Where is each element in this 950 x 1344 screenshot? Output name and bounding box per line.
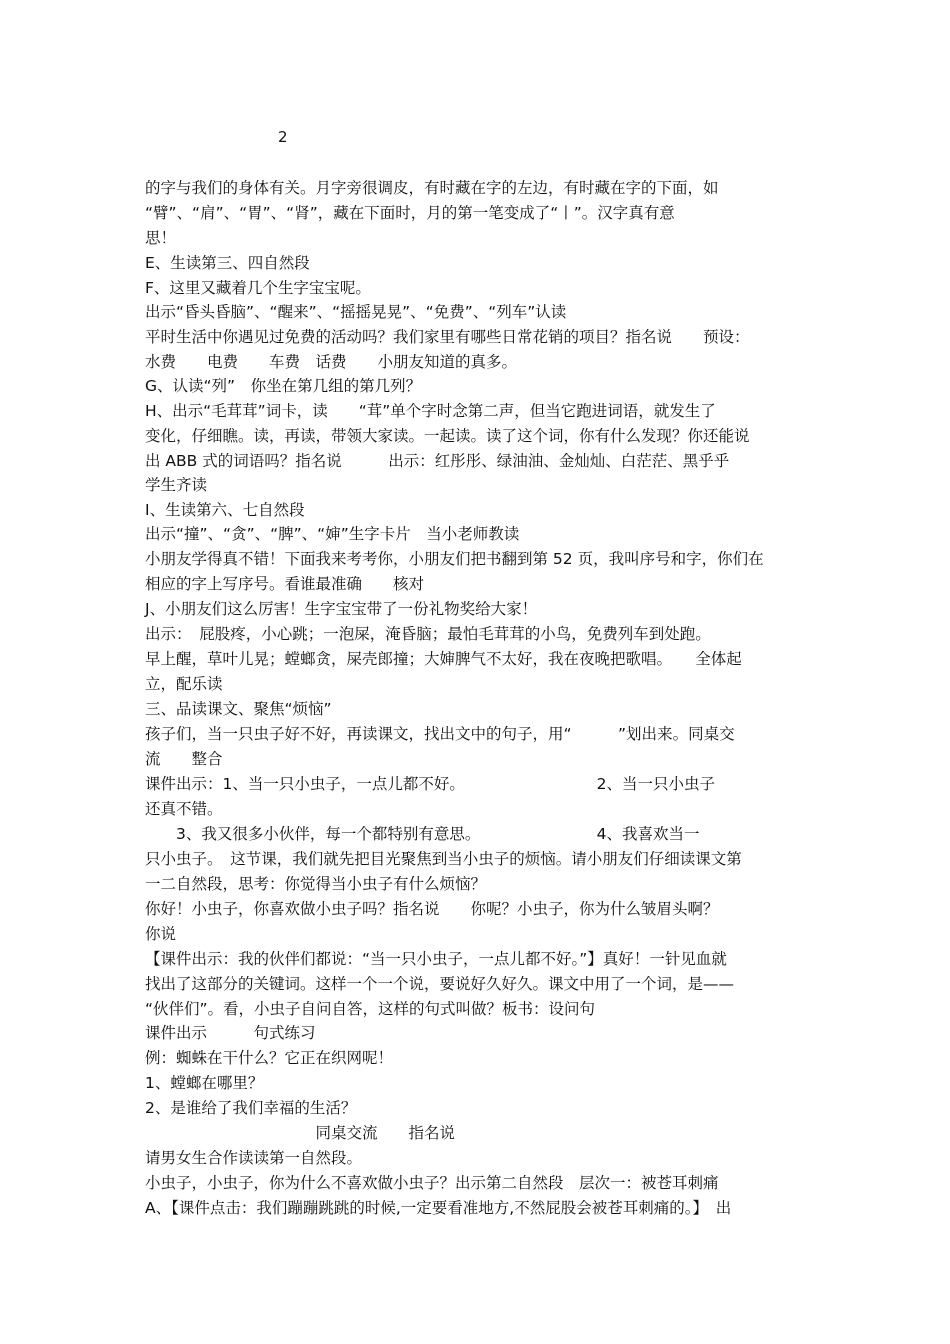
text-line: 相应的字上写序号。看谁最准确 核对 [145,575,425,593]
text-line: 学生齐读 [145,476,208,494]
text-line: 3、我又很多小伙伴，每一个都特别有意思。 4、我喜欢当一 [145,825,700,843]
text-line: 早上醒，草叶儿晃；螳螂贪，屎壳郎撞；大婶脾气不太好，我在夜晚把歌唱。 全体起 [145,650,742,668]
text-line: 思！ [145,229,177,247]
text-line: 出示“撞”、“贪”、“脾”、“婶”生字卡片 当小老师教读 [145,525,520,543]
text-line: E、生读第三、四自然段 [145,254,310,272]
text-line: 一二自然段，思考：你觉得当小虫子有什么烦恼？ [145,875,487,893]
text-line: 同桌交流 指名说 [145,1124,456,1142]
page-number: 2 [278,128,288,146]
section-heading: 三、品读课文、聚焦“烦恼” [145,700,332,718]
text-line: 还真不错。 [145,800,223,818]
text-line: 课件出示：1、当一只小虫子，一点儿都不好。 2、当一只小虫子 [145,775,715,793]
text-line: 【课件出示：我的伙伴们都说：“当一只小虫子，一点儿都不好。”】真好！一针见血就 [145,950,727,968]
text-line: 2、是谁给了我们幸福的生活？ [145,1099,357,1117]
text-line: 例：蜘蛛在干什么？它正在织网呢！ [145,1049,394,1067]
text-line: “伙伴们”。看，小虫子自问自答，这样的句式叫做？板书：设问句 [145,1000,596,1018]
text-line: 平时生活中你遇见过免费的活动吗？我们家里有哪些日常花销的项目？指名说 预设： [145,328,750,346]
text-line: 你好！小虫子，你喜欢做小虫子吗？指名说 你呢？小虫子，你为什么皱眉头啊？ [145,900,719,918]
text-line: I、生读第六、七自然段 [145,501,305,519]
text-line: “臂”、“肩”、“胃”、“肾”，藏在下面时，月的第一笔变成了“丨”。汉字真有意 [145,204,675,222]
text-line: 小朋友学得真不错！下面我来考考你，小朋友们把书翻到第 52 页，我叫序号和字，你们在 [145,550,764,568]
text-line: A、【课件点击：我们蹦蹦跳跳的时候,一定要看准地方,不然屁股会被苍耳刺痛的。】 出 [145,1199,732,1217]
text-line: 只小虫子。 这节课，我们就先把目光聚焦到当小虫子的烦恼。请小朋友们仔细读课文第 [145,850,742,868]
text-line: 1、螳螂在哪里？ [145,1074,264,1092]
text-line: 变化，仔细瞧。读，再读，带领大家读。一起读。读了这个词，你有什么发现？你还能说 [145,427,750,445]
text-line: 出示“昏头昏脑”、“醒来”、“摇摇晃晃”、“免费”、“列车”认读 [145,303,567,321]
text-line: 出 ABB 式的词语吗？指名说 出示：红彤彤、绿油油、金灿灿、白茫茫、黑乎乎 [145,452,730,470]
text-line: 孩子们，当一只虫子好不好，再读课文，找出文中的句子，用“ ”划出来。同桌交 [145,725,735,743]
text-line: 你说 [145,925,177,943]
text-line: 流 整合 [145,750,223,768]
text-line: 出示： 屁股疼，小心跳；一泡屎，淹昏脑；最怕毛茸茸的小鸟，免费列车到处跑。 [145,625,711,643]
text-line: G、认读“列” 你坐在第几组的第几列？ [145,377,422,395]
text-line: 的字与我们的身体有关。月字旁很调皮，有时藏在字的左边，有时藏在字的下面，如 [145,179,719,197]
text-line: F、这里又藏着几个生字宝宝呢。 [145,279,371,297]
text-line: 课件出示 句式练习 [145,1024,316,1042]
text-line: 立，配乐读 [145,675,223,693]
text-line: H、出示“毛茸茸”词卡，读 “茸”单个字时念第二声，但当它跑进词语，就发生了 [145,402,716,420]
text-line: 请男女生合作读读第一自然段。 [145,1149,363,1167]
text-line: 找出了这部分的关键词。这样一个一个说，要说好久好久。课文中用了一个词，是—— [145,975,735,993]
text-line: 水费 电费 车费 话费 小朋友知道的真多。 [145,353,518,371]
text-line: J、小朋友们这么厉害！生字宝宝带了一份礼物奖给大家！ [145,600,538,618]
text-line: 小虫子，小虫子，你为什么不喜欢做小虫子？出示第二自然段 层次一：被苍耳刺痛 [145,1174,719,1192]
